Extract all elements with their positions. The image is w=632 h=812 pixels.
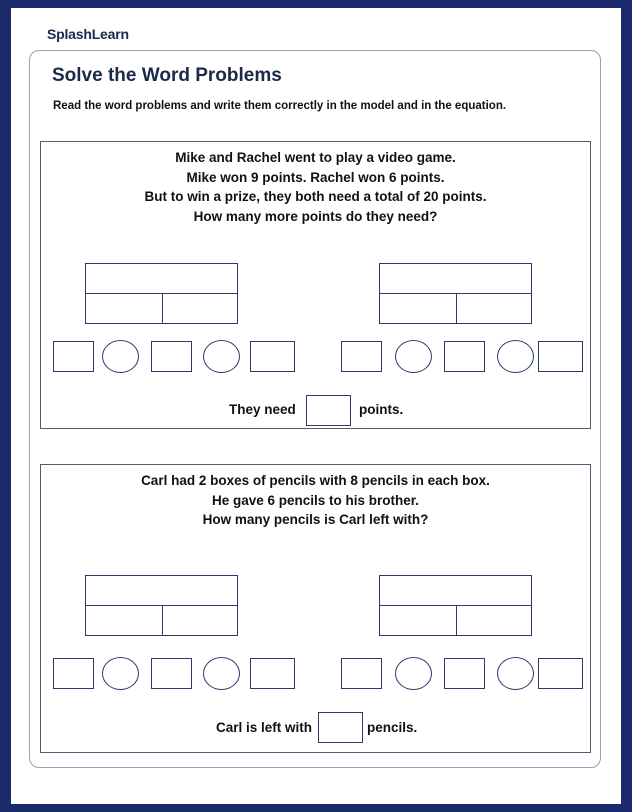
bar-model-part-box[interactable]: [162, 605, 238, 636]
equation-result-box[interactable]: [538, 341, 583, 372]
bar-model-whole-box[interactable]: [85, 575, 238, 606]
bar-model-part-box[interactable]: [85, 293, 163, 324]
problem-1-text: [41, 148, 590, 226]
answer-box[interactable]: [306, 395, 351, 426]
problem-2-line: How many pencils is Carl left with?: [202, 512, 429, 527]
equation-number-box[interactable]: [444, 341, 485, 372]
equation-number-box[interactable]: [151, 658, 192, 689]
worksheet-page: [11, 8, 621, 804]
equation-result-box[interactable]: [538, 658, 583, 689]
operator-circle[interactable]: [203, 340, 240, 373]
bar-model-whole-box[interactable]: [85, 263, 238, 294]
instructions: Read the word problems and write them correctly in the model and in the equation.: [53, 100, 507, 112]
operator-circle[interactable]: [102, 657, 139, 690]
equation-result-box[interactable]: [250, 341, 295, 372]
bar-model-whole-box[interactable]: [379, 575, 532, 606]
problem-1: [40, 141, 591, 429]
problem-2-line: He gave 6 pencils to his brother.: [211, 492, 420, 508]
bar-model-whole-box[interactable]: [379, 263, 532, 294]
operator-circle[interactable]: [203, 657, 240, 690]
operator-circle[interactable]: [497, 657, 534, 690]
answer-prefix: Carl is left with: [216, 720, 313, 735]
problem-2: [40, 464, 591, 753]
bar-model-part-box[interactable]: [379, 605, 457, 636]
problem-1-line: How many more points do they need?: [193, 208, 438, 224]
page-title: Solve the Word Problems: [52, 65, 282, 86]
problem-2-line: Carl had 2 boxes of pencils with 8 pencils in each box.: [141, 473, 490, 488]
equation-number-box[interactable]: [444, 658, 485, 689]
problem-1-line: But to win a prize, they both need a total of 20 points.: [144, 189, 487, 204]
equation-number-box[interactable]: [53, 341, 94, 372]
operator-circle[interactable]: [395, 340, 432, 373]
equation-number-box[interactable]: [341, 341, 382, 372]
answer-suffix: pencils.: [367, 720, 418, 735]
bar-model-part-box[interactable]: [162, 293, 238, 324]
answer-prefix: They need: [229, 402, 296, 417]
operator-circle[interactable]: [395, 657, 432, 690]
bar-model-part-box[interactable]: [456, 605, 532, 636]
operator-circle[interactable]: [102, 340, 139, 373]
operator-circle[interactable]: [497, 340, 534, 373]
problem-1-line: Mike and Rachel went to play a video game.: [175, 150, 456, 165]
bar-model-part-box[interactable]: [379, 293, 457, 324]
answer-box[interactable]: [318, 712, 363, 743]
problem-2-text: [41, 471, 590, 530]
answer-suffix: points.: [359, 402, 404, 417]
brand-logo: SplashLearn: [47, 26, 129, 42]
equation-number-box[interactable]: [53, 658, 94, 689]
equation-result-box[interactable]: [250, 658, 295, 689]
equation-number-box[interactable]: [341, 658, 382, 689]
bar-model-part-box[interactable]: [456, 293, 532, 324]
equation-number-box[interactable]: [151, 341, 192, 372]
bar-model-part-box[interactable]: [85, 605, 163, 636]
problem-1-line: Mike won 9 points. Rachel won 6 points.: [186, 169, 445, 185]
